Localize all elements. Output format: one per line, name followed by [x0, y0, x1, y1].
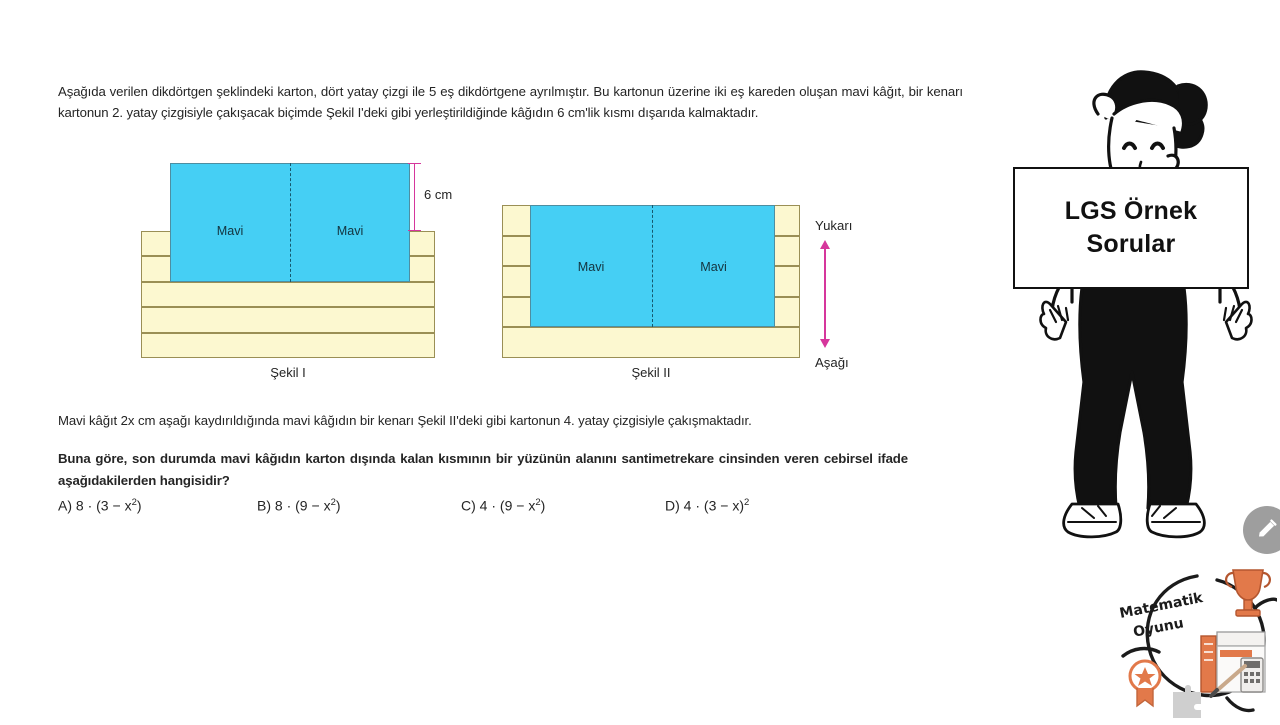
- answer-b-open: (9: [295, 497, 308, 514]
- answer-c-close: ): [540, 497, 546, 514]
- answer-d-outer-exponent: 2: [744, 497, 750, 508]
- answer-c-minus: −: [516, 497, 525, 514]
- figure-one-strip-4: [141, 307, 435, 332]
- figure-one-strip-3: [141, 282, 435, 307]
- answer-c-variable: x: [528, 497, 536, 514]
- answer-c-letter: C): [461, 497, 476, 514]
- star-medal-icon: [1130, 661, 1160, 706]
- answer-a-open: (3: [96, 497, 109, 514]
- brand-logo-word-oyunu: Oyunu: [1131, 615, 1185, 641]
- answer-option-c[interactable]: [461, 497, 545, 514]
- answer-option-b[interactable]: [257, 497, 341, 514]
- figure-one-dimension-cap-bottom: [408, 230, 421, 231]
- answer-c-open: (9: [499, 497, 513, 514]
- study-materials-icon: [1201, 632, 1265, 696]
- answer-a-exponent: 2: [131, 497, 137, 508]
- answer-d-coefficient: 4: [683, 497, 692, 514]
- brand-logo: [1105, 562, 1277, 720]
- figure-one-mavi-label-right: Mavi: [336, 224, 364, 238]
- figures-container: [0, 150, 990, 395]
- trophy-icon: [1226, 570, 1270, 616]
- sign-line-2: Sorular: [1086, 230, 1176, 258]
- person-holding-sign-illustration: [1010, 52, 1280, 542]
- figure-two-direction-arrow-shaft: [824, 246, 826, 340]
- figure-two-strip-5: [502, 327, 800, 358]
- brand-logo-word-matematik: Matematik: [1118, 590, 1205, 622]
- puzzle-piece-icon: [1173, 685, 1201, 718]
- figure-one-dimension-line: [414, 163, 415, 231]
- figure-two-mavi-label-left: Mavi: [577, 260, 605, 274]
- sign-line-1: LGS Örnek: [1064, 197, 1198, 225]
- answer-d-dot: ·: [695, 497, 701, 514]
- answer-b-variable: x: [323, 497, 331, 514]
- answer-a-coefficient: 8: [75, 497, 84, 514]
- figure-one-caption: Şekil I: [270, 365, 306, 380]
- figure-two-direction-down-label: Aşağı: [815, 355, 849, 370]
- arrow-down-icon: [820, 339, 830, 348]
- figure-one-mavi-label-left: Mavi: [216, 224, 244, 238]
- answer-c-dot: ·: [491, 497, 497, 514]
- brand-logo-svg: [1105, 562, 1277, 720]
- answer-a-variable: x: [124, 497, 132, 514]
- figure-one-strip-5: [141, 333, 435, 358]
- figure-one-paper-divider: [290, 163, 291, 282]
- figure-one-dimension-cap-top: [408, 163, 421, 164]
- figure-two-mavi-label-right: Mavi: [700, 260, 727, 274]
- answer-a-dot: ·: [87, 497, 93, 514]
- figure-two-caption: Şekil II: [631, 365, 671, 380]
- figure-two: [470, 150, 990, 395]
- answer-d-close: ): [739, 497, 745, 514]
- figure-two-direction-up-label: Yukarı: [815, 218, 853, 233]
- answer-b-close: ): [335, 497, 341, 514]
- answer-c-exponent: 2: [535, 497, 541, 508]
- answer-d-minus: −: [720, 497, 729, 514]
- answer-d-open: (3: [703, 497, 717, 514]
- answer-d-letter: D): [665, 497, 680, 514]
- intro-paragraph: Aşağıda verilen dikdörtgen şeklindeki karton, dört yatay çizgi ile 5 eş dikdörtgene ayrılmıştır. Bu kartonun üzerine iki eş kareden oluşan mavi kâğıt, bir kenarı kartonun 2. yatay çizgisiyle çakışacak biçimde Şekil I'deki gibi yerleştirildiğinde kâğıdın 6 cm'lik kısmı dışarıda kalmaktadır.: [58, 84, 963, 121]
- answer-a-letter: A): [58, 497, 72, 514]
- answer-option-a[interactable]: [58, 497, 142, 514]
- question-prompt: Buna göre, son durumda mavi kâğıdın karton dışında kalan kısmının bir yüzünün alanını santimetrekare cinsinden veren cebirsel ifade aşağıdakilerden hangisidir?: [58, 451, 908, 489]
- sign-board: [1013, 167, 1249, 289]
- answer-a-minus: −: [112, 497, 121, 514]
- pencil-icon: [1255, 518, 1279, 542]
- figure-one-dimension-label: 6 cm: [424, 187, 453, 202]
- answer-b-minus: −: [311, 497, 320, 514]
- answer-c-coefficient: 4: [479, 497, 488, 514]
- edit-button[interactable]: [1243, 506, 1280, 554]
- answer-a-close: ): [136, 497, 142, 514]
- answer-b-dot: ·: [286, 497, 292, 514]
- figure-one: [0, 150, 470, 395]
- answer-option-d[interactable]: [665, 497, 749, 514]
- answer-d-variable: x: [732, 497, 740, 514]
- answer-b-coefficient: 8: [274, 497, 283, 514]
- shift-paragraph: Mavi kâğıt 2x cm aşağı kaydırıldığında mavi kâğıdın bir kenarı Şekil II'deki gibi kartonun 4. yatay çizgisiyle çakışmaktadır.: [58, 413, 752, 429]
- answer-options: [58, 497, 848, 525]
- person-illustration-svg: [1010, 52, 1280, 542]
- answer-b-letter: B): [257, 497, 271, 514]
- answer-b-exponent: 2: [330, 497, 336, 508]
